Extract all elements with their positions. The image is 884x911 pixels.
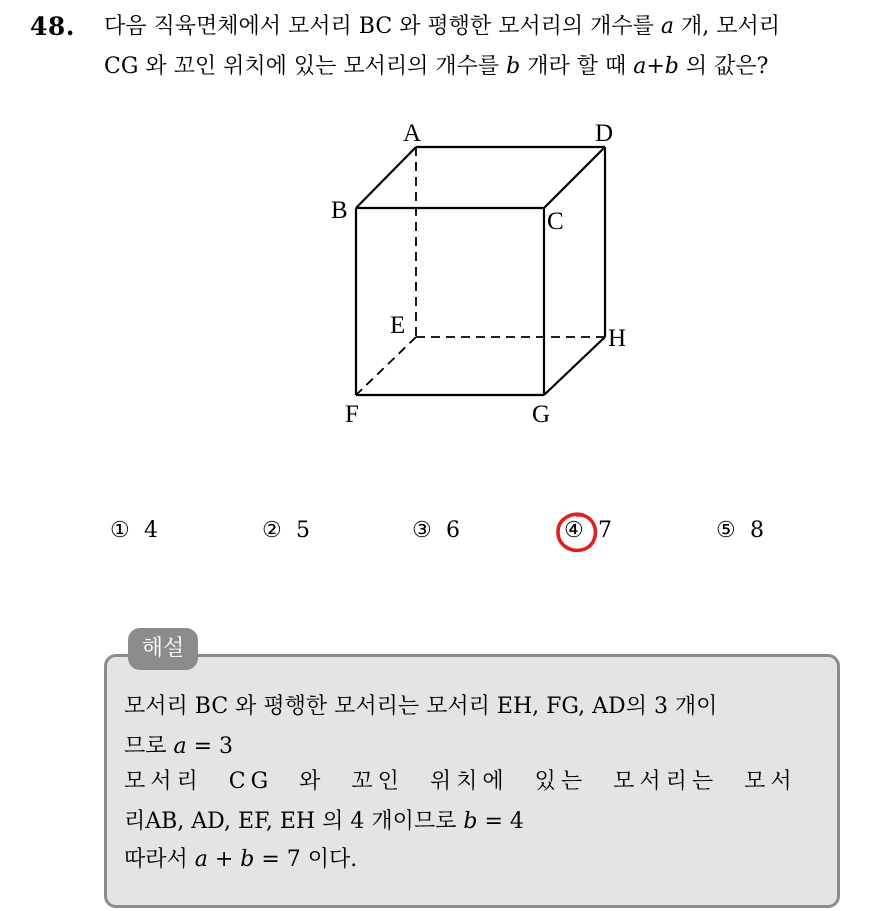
variable-b: b [506,54,521,79]
vertex-label-G: G [532,401,551,428]
question-number: 48. [30,12,75,41]
vertex-label-C: C [547,208,564,235]
cuboid-figure [320,110,650,440]
vertex-label-E: E [390,312,406,339]
choice-1[interactable]: ① 4 [110,518,158,543]
vertex-label-F: F [345,401,359,428]
edge-GH [544,337,605,395]
choice-2[interactable]: ② 5 [262,518,310,543]
edge-EF [356,337,416,395]
variable-a: a [660,14,675,39]
vertex-label-H: H [608,325,627,352]
question-text-line-2: CG 와 꼬인 위치에 있는 모서리의 개수를 b 개라 할 때 a+b 의 값은? [104,54,769,79]
edge-DC [544,147,605,208]
choice-3[interactable]: ③ 6 [412,518,460,543]
edge-AB [356,147,416,208]
solution-line-4: 리AB, AD, EF, EH 의 4 개이므로 b = 4 [124,809,524,834]
answer-circle-mark [553,509,601,555]
vertex-label-D: D [595,120,614,147]
solution-tag: 해설 [128,628,198,670]
choice-5[interactable]: ⑤ 8 [716,518,764,543]
solution-line-2: 므로 a = 3 [124,734,234,759]
vertex-label-A: A [403,120,422,147]
solution-line-1: 모서리 BC 와 평행한 모서리는 모서리 EH, FG, AD의 3 개이 [124,694,718,719]
vertex-label-B: B [331,197,348,224]
question-text-line-1: 다음 직육면체에서 모서리 BC 와 평행한 모서리의 개수를 a 개, 모서리 [104,14,781,39]
solution-line-5: 따라서 a + b = 7 이다. [124,847,358,872]
choice-4[interactable]: ④ 7 [564,518,612,543]
solution-line-3: 모서리 CG 와 꼬인 위치에 있는 모서리는 모서 [124,769,797,794]
